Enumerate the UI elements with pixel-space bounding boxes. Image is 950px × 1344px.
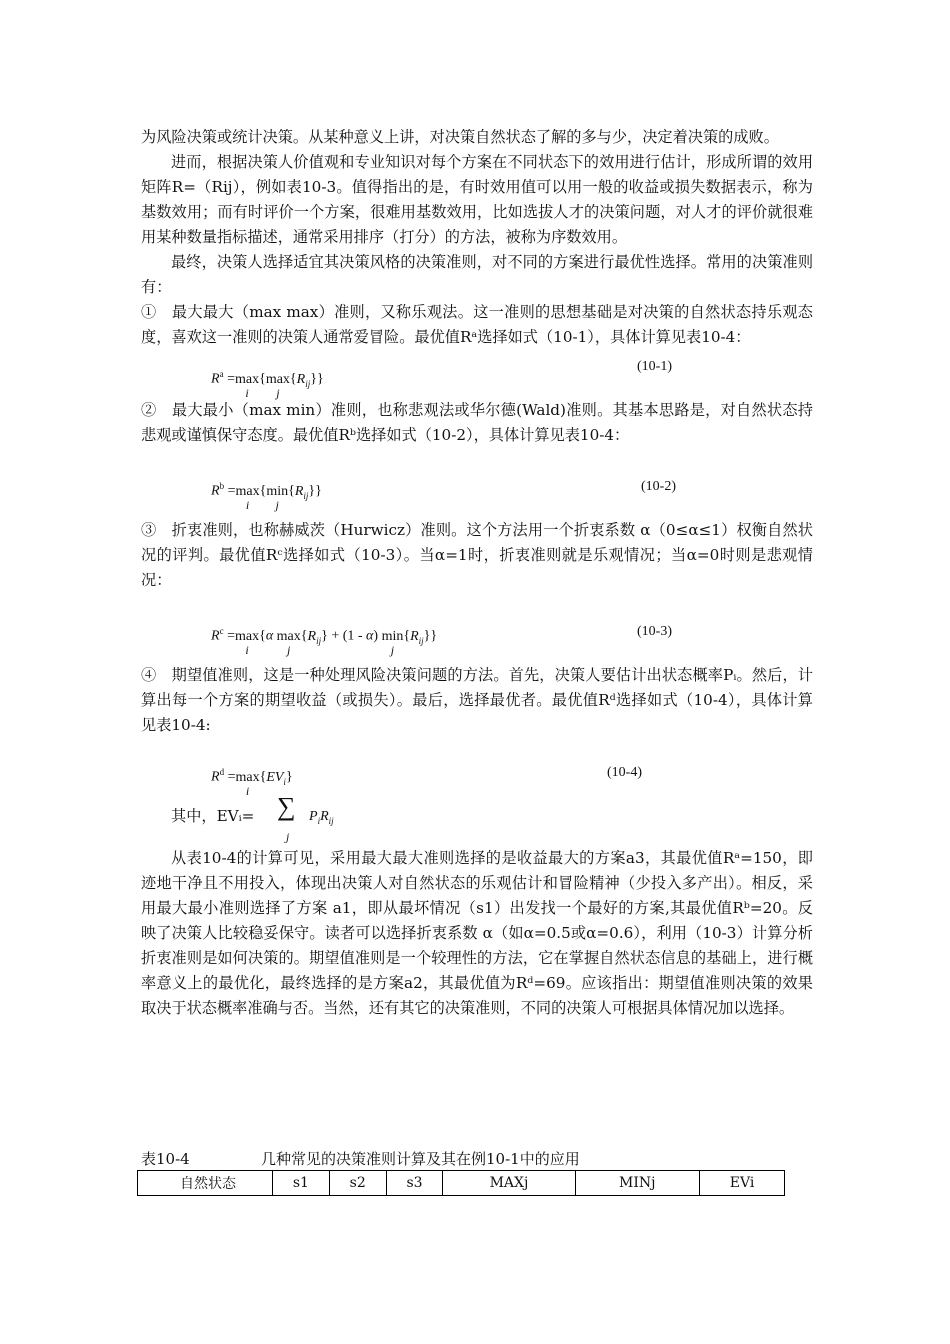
paragraph-5: 从表10-4的计算可见，采用最大最大准则选择的是收益最大的方案a3，其最优值Rᵃ=150，即迹地干净且不用投入，体现出决策人对自然状态的乐观估计和冒险精神（少投入多产出）。相反，采用最大最小准则选择了方案 a1，即从最坏情况（s1）出发找一个最好的方案,其最优值Rᵇ=20。反映了决策人比较稳妥保守。读者可以选择折衷系数 α（如α=0.5或α=0.6），利用（10-3）计算分析折衷准则是如何决策的。期望值准则是一个较理性的方法，它在掌握自然状态信息的基础上，进行概率意义上的最优化，最终选择的是方案a2，其最优值为Rᵈ=69。应该指出：期望值准则决策的效果取决于状态概率准确与否。当然，还有其它的决策准则，不同的决策人可根据具体情况加以选择。 [141,849,813,1017]
paragraph-1: 为风险决策或统计决策。从某种意义上讲，对决策自然状态了解的多与少，决定着决策的成败。 [141,128,779,146]
equation-number: (10-3) [637,624,672,639]
table-header-row [138,1171,785,1196]
equation-number: (10-4) [607,765,642,780]
equation-10-3: $R^c =\max$ i {α max j $\{R_{ij}\} + (1 - \alpha)$ min j $\{R_{ij}\}$} (10-3) [141,593,813,663]
equation-10-4: $R^d =\max$ i $\{EV_i\}$ (10-4) [141,738,813,792]
criterion-3: ③ 折衷准则，也称赫威茨（Hurwicz）准则。这个方法用一个折衷系数 α（0≤α≤1）权衡自然状况的评判。最优值Rᶜ选择如式（10-3）。当α=1时，折衷准则就是乐观情况；当α=0时则是悲观情况： [141,521,813,589]
header-cell: s3 [386,1171,443,1196]
paragraph-2: 进而，根据决策人价值观和专业知识对每个方案在不同状态下的效用进行估计，形成所谓的效用矩阵R=（Rij），例如表10-3。值得指出的是，有时效用值可以用一般的收益或损失数据表示，称为基数效用；而有时评价一个方案，很难用基数效用，比如选拔人才的决策问题，对人才的评价就很难用某种数量指标描述，通常采用排序（打分）的方法，被称为序数效用。 [141,153,813,246]
criterion-2: ② 最大最小（max min）准则，也称悲观法或华尔德(Wald)准则。其基本思路是，对自然状态持悲观或谨慎保守态度。最优值Rᵇ选择如式（10-2），具体计算见表10-4： [141,401,813,444]
criterion-1: ① 最大最大（max max）准则，又称乐观法。这一准则的思想基础是对决策的自然状态持乐观态度，喜欢这一准则的决策人通常爱冒险。最优值Rᵃ选择如式（10-1），具体计算见表10-4： [141,303,813,346]
table-caption [141,1148,580,1169]
where-label: 其中，EVᵢ= [171,807,255,825]
sum-expression: $P_iR_{ij}$ [309,809,334,826]
header-cell: MAXj [443,1171,575,1196]
sum-definition: 其中，EVᵢ= ∑ j $P_iR_{ij}$ [171,792,334,844]
header-cell: s1 [273,1171,330,1196]
equation-number: (10-1) [637,359,672,374]
header-cell: EVi [700,1171,785,1196]
header-cell: s2 [329,1171,386,1196]
equation-10-1: $R^a =\max$ i {max j $\{R_{ij}\}$} (10-1) [141,350,813,398]
sum-symbol: ∑ [277,792,296,821]
body-text [141,125,813,1021]
header-cell: 自然状态 [138,1171,273,1196]
criterion-4: ④ 期望值准则，这是一种处理风险决策问题的方法。首先，决策人要估计出状态概率Pᵢ。然后，计算出每一个方案的期望收益（或损失）。最后，选择最优者。最优值Rᵈ选择如式（10-4），具体计算见表10-4: [141,666,813,734]
criteria-table [137,1170,785,1196]
paragraph-3: 最终，决策人选择适宜其决策风格的决策准则，对不同的方案进行最优性选择。常用的决策准则有： [141,253,813,296]
equation-number: (10-2) [641,479,676,494]
table-title: 几种常见的决策准则计算及其在例10-1中的应用 [261,1150,580,1168]
table-label: 表10-4 [141,1150,190,1168]
equation-10-2: $R^b =\max$ i {min j $\{R_{ij}\}$} (10-2) [141,448,813,518]
header-cell: MINj [575,1171,700,1196]
